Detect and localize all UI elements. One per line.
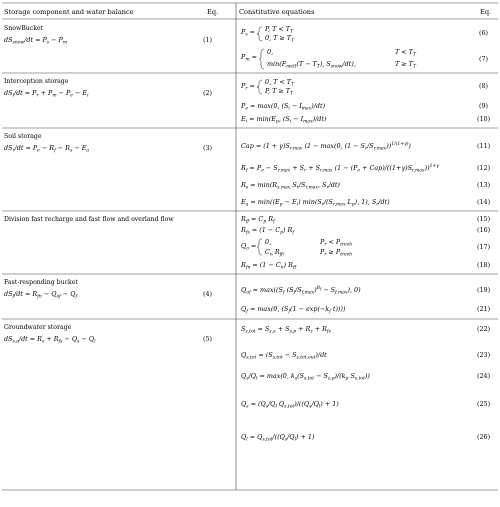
balance-groundwater: $dS_{s,a}/dt = R_s + R_{fs} - Q_s - Q_l$ <box>4 335 96 345</box>
eq-num-16: (16) <box>477 226 491 234</box>
section-title-fast: Fast-responding bucket <box>4 279 78 286</box>
eq-num-22: (22) <box>477 325 491 333</box>
svg-text:P, T ≥ TT: P, $T \ge T_T$ <box>265 87 294 97</box>
eq-num-12: (12) <box>477 164 491 172</box>
svg-text:0,: 0, <box>267 48 274 56</box>
svg-text:T < TT: $T < T_T$ <box>395 48 416 58</box>
eq-16: $R_{fs} = (1 - C_p)$ $R_f$ <box>241 226 294 236</box>
header-constitutive-equations: Constitutive equations <box>239 8 315 16</box>
svg-text:min(Fmelt(T − TT), Ssnow/dt),: $\min(F_{melt}(T - T_T)$, $S_{snow}/dt$), <box>267 60 356 70</box>
section-title-snowbucket: SnowBucket <box>4 25 44 32</box>
eq-6: $P_s$ = <box>241 28 256 38</box>
eq-25: $Q_s = (Q_s/Q_l$ $Q_{s,tot})/((Q_s/Q_l) + 1)$ <box>241 400 339 410</box>
eq-num-23: (23) <box>477 351 491 359</box>
balance-soil: $dS_r/dt = P_e - R_f - R_s - E_a$ <box>4 144 90 154</box>
eq-23: $Q_{s,tot} = (S_{s,tot} - S_{s,tot,out})/dt$ <box>241 351 327 361</box>
eq-num-11: (11) <box>477 142 491 150</box>
svg-text:Cn Rff,: $C_n$ $R_{ff}$, <box>265 248 285 258</box>
svg-text:0, T < TT: 0, $T < T_T$ <box>265 78 295 88</box>
section-title-interception: Interception storage <box>4 78 69 85</box>
eq-num-17: (17) <box>477 243 491 251</box>
balance-eq-3: (3) <box>203 144 213 152</box>
eq-10: $E_i = \min(E_p$, $(S_i - I_{max})/dt$) <box>241 115 327 125</box>
eq-26: $Q_l = Q_{s,tot}/((Q_s/Q_l) + 1)$ <box>241 433 315 443</box>
eq-num-18: (18) <box>477 261 491 269</box>
eq-num-14: (14) <box>477 198 491 206</box>
eq-8: $P_r$ = <box>241 82 255 92</box>
balance-eq-1: (1) <box>203 36 213 44</box>
balance-snowbucket: $dS_{snow}/dt = P_s - P_m$ <box>4 36 68 46</box>
eq-12: $R_f = P_e - S_{r,max} + S_r + S_{r,max}$ $(1 - (P_e + Cap)/((1+\gamma)S_{r,max}))^{1+\gamma}$ <box>241 164 439 174</box>
svg-text:Pr < Ptresh: $P_r < P_{tresh}$ <box>320 238 353 248</box>
svg-text:P, T < TT: P, $T < T_T$ <box>265 25 294 35</box>
balance-eq-5: (5) <box>203 335 213 343</box>
eq-num-19: (19) <box>477 286 491 294</box>
eq-19: $Q_{of} = \max((S_f$ $(S_f/S_{f,max})^Bf - S_{f,max}$), 0) <box>241 286 361 296</box>
eq-9: $P_e = \max(0$, $(S_i - I_{max})/dt$) <box>241 102 326 112</box>
svg-text:T ≥ TT: $T \ge T_T$ <box>395 60 416 70</box>
eq-17: $Q_o$ = <box>241 242 257 252</box>
balance-fast: $dS_f/dt = R_{fn} - Q_{of} - Q_f$ <box>4 290 78 300</box>
eq-num-9: (9) <box>479 102 489 110</box>
eq-num-24: (24) <box>477 372 491 380</box>
svg-text:0, T ≥ TT: 0, $T \ge T_T$ <box>265 34 295 44</box>
eq-num-26: (26) <box>477 433 491 441</box>
header-eq-right: Eq. <box>480 8 492 16</box>
eq-14: $E_a = \min((E_p - E_i)$ $\min(S_r/(S_{r,max}$ $L_p$), 1), $S_r/dt$) <box>241 198 390 208</box>
eq-num-6: (6) <box>479 29 489 37</box>
eq-15: $R_{ff} = C_p$ $R_f$ <box>241 215 275 225</box>
balance-interception: $dS_i/dt = P_r + P_m - P_e - E_i$ <box>4 89 89 99</box>
section-title-division: Division fast recharge and fast flow and overland flow <box>4 216 174 223</box>
eq-num-10: (10) <box>477 115 491 123</box>
balance-eq-2: (2) <box>203 89 213 97</box>
eq-24: $Q_s/Q_l = \max(0$, $k_s(S_{s,tot} - S_{s,p})/(k_p$ $S_{s,tot}$)) <box>241 372 370 382</box>
svg-text:Pr ≥ Ptresh: $P_r \ge P_{tresh}$ <box>320 248 353 258</box>
section-title-soil: Soil storage <box>4 133 42 140</box>
eq-num-8: (8) <box>479 82 489 90</box>
balance-eq-4: (4) <box>203 290 213 298</box>
eq-13: $R_s = \min(R_{s,max}$ $S_r/S_{r,max}$, $S_r/dt$) <box>241 181 340 191</box>
eq-21: $Q_f = \max(0$, ($S_f(1 - \exp(-k_f$ t)))) <box>241 305 346 315</box>
header-eq-left: Eq. <box>207 8 219 16</box>
eq-num-21: (21) <box>477 305 491 313</box>
eq-11: Cap = $(1 + \gamma)S_{r,max}$ (1 − max(0, $(1 - S_r/S_{r,max}))^{1/(1+\gamma)}$) <box>241 142 411 152</box>
eq-num-13: (13) <box>477 181 491 189</box>
eq-num-7: (7) <box>479 55 489 63</box>
svg-text:0,: 0, <box>265 238 272 246</box>
header-storage-component: Storage component and water balance <box>4 8 134 16</box>
eq-num-15: (15) <box>477 215 491 223</box>
eq-num-25: (25) <box>477 400 491 408</box>
eq-18: $R_{fn} = (1 - C_n)$ $R_{ff}$ <box>241 261 297 271</box>
eq-22: $S_{s,tot} = S_{s,a} + S_{s,p} + R_s + R_{fs}$ <box>241 325 331 335</box>
section-title-groundwater: Groundwater storage <box>4 324 72 331</box>
eq-7: $P_m$ = <box>241 53 257 63</box>
